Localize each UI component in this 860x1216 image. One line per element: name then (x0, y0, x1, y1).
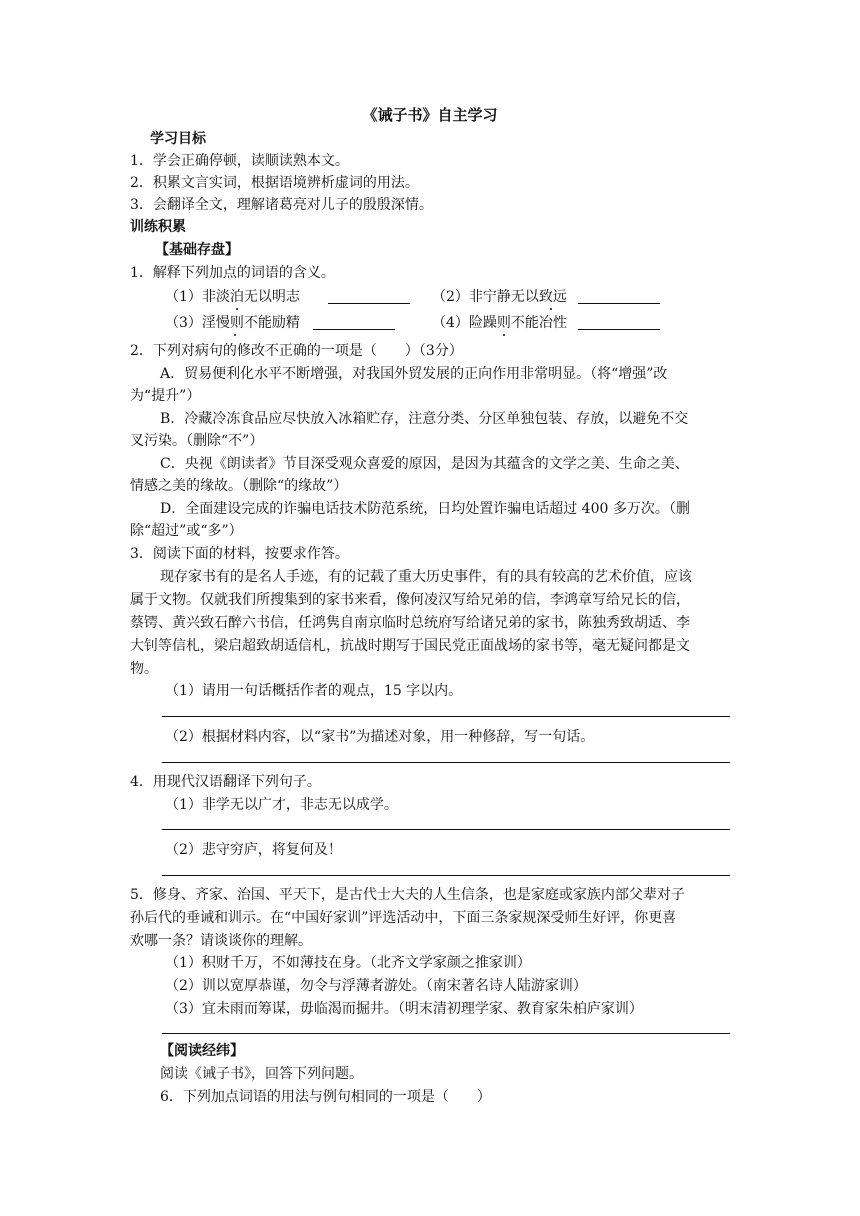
objectives-heading: 学习目标 (150, 131, 206, 147)
q1-item-1: （1）非淡泊无以明志 (165, 289, 300, 305)
emphasis-dot (236, 308, 238, 310)
q1-item-2: （2）非宁静无以致远 (432, 289, 567, 305)
q3-passage-line2: 属于文物。仅就我们所搜集到的家书来看，像何凌汉写给兄弟的信，李鸿章写给兄长的信， (130, 592, 690, 608)
q3-passage-line5: 物。 (130, 661, 158, 677)
q2-option-c-line1: C．央视《朗读者》节目深受观众喜爱的原因，是因为其蕴含的文学之美、生命之美、 (160, 456, 689, 472)
q5-stem-line3: 欢哪一条？请谈谈你的理解。 (130, 933, 312, 949)
q3-sub2: （2）根据材料内容，以“家书”为描述对象，用一种修辞，写一句话。 (165, 729, 595, 745)
q2-option-d-line1: D．全面建设完成的诈骗电话技术防范系统，日均处置诈骗电话超过 400 多万次。（删 (160, 501, 690, 517)
q5-answer-line[interactable] (162, 1033, 730, 1034)
q4-sub1-answer-line[interactable] (162, 829, 730, 830)
q2-option-c-line2: 情感之美的缘故。（删除“的缘故”） (130, 478, 348, 494)
q1-item-4: （4）险躁则不能冶性 (432, 315, 567, 331)
q5-stem-line1: 5．修身、齐家、治国、平天下，是古代士大夫的人生信条，也是家庭或家族内部父辈对子 (130, 887, 685, 903)
q3-sub1-answer-line[interactable] (162, 716, 730, 717)
q1-item-3: （3）淫慢则不能励精 (165, 315, 300, 331)
q2-option-b-line1: B．冷藏冷冻食品应尽快放入冰箱贮存，注意分类、分区单独包装、存放，以避免不交 (160, 411, 689, 427)
objective-item-3: 3．会翻译全文，理解诸葛亮对儿子的殷殷深情。 (130, 197, 433, 213)
q2-option-d-line2: 除“超过”或“多”） (130, 523, 243, 539)
q4-stem: 4．用现代汉语翻译下列句子。 (130, 774, 321, 790)
q1-answer-blank-2[interactable] (578, 303, 660, 304)
q4-sub1: （1）非学无以广才，非志无以成学。 (165, 797, 398, 813)
q5-item-1: （1）积财千万，不如薄技在身。（北齐文学家颜之推家训） (165, 955, 531, 971)
emphasis-dot (550, 308, 552, 310)
q1-answer-blank-4[interactable] (578, 329, 660, 330)
q3-stem: 3．阅读下面的材料，按要求作答。 (130, 546, 349, 562)
basic-heading: 【基础存盘】 (155, 242, 239, 258)
reading-intro: 阅读《诫子书》，回答下列问题。 (160, 1066, 363, 1082)
q5-item-2: （2）训以宽厚恭谨，勿令与浮薄者游处。（南宋著名诗人陆游家训） (165, 978, 587, 994)
q3-passage-line1: 现存家书有的是名人手迹，有的记载了重大历史事件，有的具有较高的艺术价值，应该 (160, 569, 692, 585)
q3-passage-line3: 蔡锷、黄兴致石醉六书信，任鸿隽自南京临时总统府写给诸兄弟的家书，陈独秀致胡适、李 (130, 615, 690, 631)
reading-heading: 【阅读经纬】 (160, 1043, 244, 1059)
emphasis-dot (234, 334, 236, 336)
q1-stem: 1．解释下列加点的词语的含义。 (130, 265, 335, 281)
q1-answer-blank-3[interactable] (313, 329, 395, 330)
q3-sub2-answer-line[interactable] (162, 762, 730, 763)
q3-sub1: （1）请用一句话概括作者的观点，15 字以内。 (165, 683, 463, 699)
q5-item-3: （3）宜未雨而筹谋，毋临渴而掘井。（明末清初理学家、教育家朱柏庐家训） (165, 1001, 643, 1017)
objective-item-1: 1．学会正确停顿，读顺读熟本文。 (130, 153, 349, 169)
q2-option-a-line2: 为“提升”） (130, 388, 201, 404)
training-heading: 训练积累 (130, 219, 186, 235)
emphasis-dot (503, 334, 505, 336)
q3-passage-line4: 大钊等信札，梁启超致胡适信札，抗战时期写于国民党正面战场的家书等，毫无疑问都是文 (130, 638, 690, 654)
q2-stem: 2．下列对病句的修改不正确的一项是（ ）（3分） (130, 343, 463, 359)
page-title: 《诫子书》自主学习 (362, 106, 498, 124)
q1-answer-blank-1[interactable] (328, 303, 410, 304)
objective-item-2: 2．积累文言实词，根据语境辨析虚词的用法。 (130, 175, 419, 191)
q4-sub2: （2）悲守穷庐，将复何及！ (165, 842, 342, 858)
q5-stem-line2: 孙后代的垂诫和训示。在“中国好家训”评选活动中，下面三条家规深受师生好评，你更喜 (130, 910, 677, 926)
q6-stem: 6．下列加点词语的用法与例句相同的一项是（ ） (160, 1089, 491, 1105)
q2-option-b-line2: 叉污染。（删除“不”） (130, 433, 264, 449)
q4-sub2-answer-line[interactable] (162, 875, 730, 876)
q2-option-a-line1: A．贸易便利化水平不断增强，对我国外贸发展的正向作用非常明显。（将“增强”改 (160, 366, 668, 382)
